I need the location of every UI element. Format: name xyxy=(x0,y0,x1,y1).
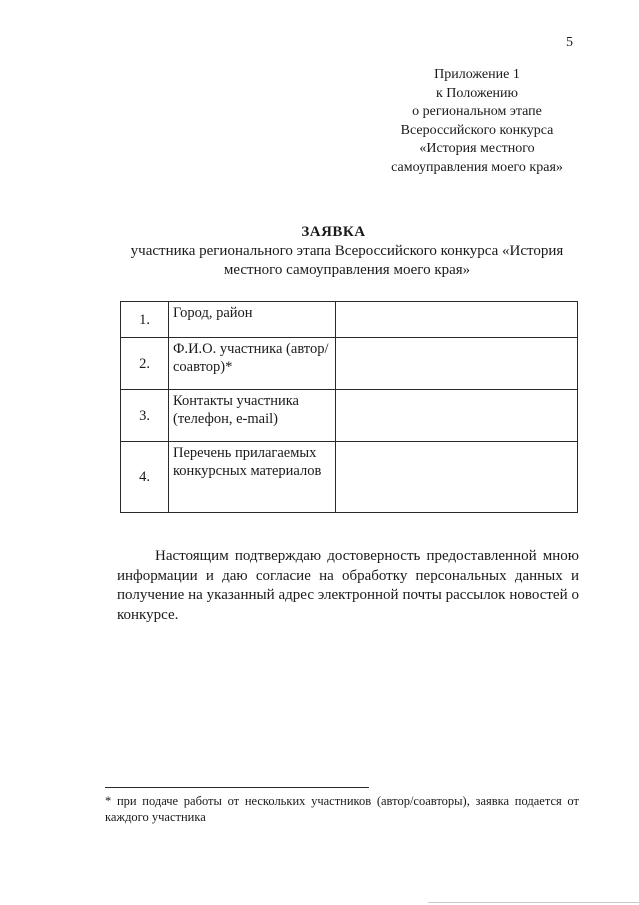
row-value xyxy=(336,390,578,442)
document-title: ЗАЯВКА xyxy=(301,224,366,240)
appendix-line: Приложение 1 xyxy=(434,67,520,82)
table-row xyxy=(121,390,578,442)
row-value xyxy=(336,442,578,513)
row-number: 1. xyxy=(121,302,169,338)
row-label: Ф.И.О. участника (автор/соавтор)* xyxy=(169,338,336,390)
application-table xyxy=(120,301,578,513)
appendix-line: самоуправления моего края» xyxy=(391,159,563,175)
row-label: Контакты участника (телефон, e-mail) xyxy=(169,390,336,442)
appendix-line: «История местного xyxy=(419,141,535,156)
row-label: Город, район xyxy=(169,302,336,338)
appendix-line: Всероссийского конкурса xyxy=(400,122,554,138)
row-label: Перечень прилагаемых конкурсных материалов xyxy=(169,442,336,513)
table-row xyxy=(121,338,578,390)
table-row xyxy=(121,302,578,338)
appendix-line: к Положению xyxy=(435,85,518,101)
consent-statement: Настоящим подтверждаю достоверность предоставленной мною информации и даю согласие на обработку персональных данных и получение на указанный адрес электронной почты рассылок новостей о конкурсе. xyxy=(117,548,579,623)
row-number: 2. xyxy=(121,338,169,390)
scan-artifact-line xyxy=(428,902,639,903)
row-number: 3. xyxy=(121,390,169,442)
appendix-reference xyxy=(372,66,582,177)
row-number: 4. xyxy=(121,442,169,513)
row-value xyxy=(336,338,578,390)
row-value xyxy=(336,302,578,338)
page-number: 5 xyxy=(566,35,573,50)
footnote-divider xyxy=(105,787,369,788)
document-subtitle: участника регионального этапа Всероссийского конкурса «История местного самоуправления моего края» xyxy=(130,243,564,278)
footnote: * при подаче работы от нескольких участников (автор/соавторы), заявка подается от каждого участника xyxy=(105,794,579,824)
appendix-line: о региональном этапе xyxy=(412,104,542,119)
table-row xyxy=(121,442,578,513)
